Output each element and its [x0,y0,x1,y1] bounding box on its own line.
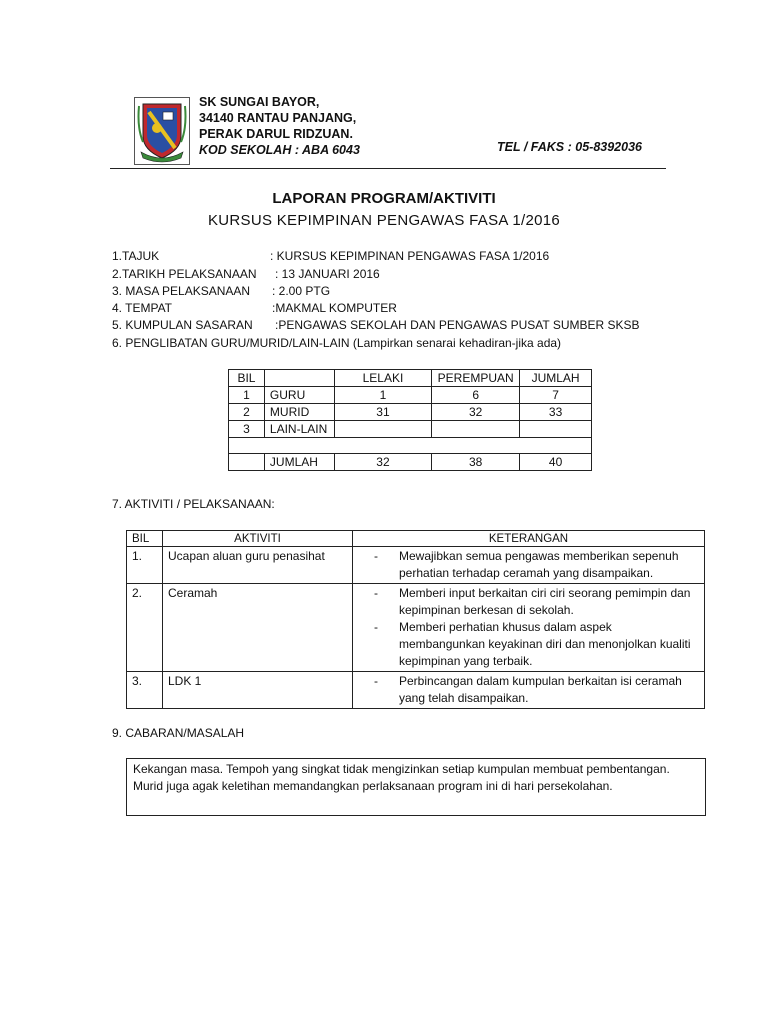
cell-perempuan: 6 [432,387,520,404]
cell-keterangan [353,547,705,584]
bullet-text: Perbincangan dalam kumpulan berkaitan isi ceramah yang telah disampaikan. [399,674,682,705]
school-info [199,94,360,158]
cell-perempuan: 38 [432,454,520,471]
dash-bullet: - [374,586,378,600]
cell-bil: 2 [229,404,265,421]
header-perempuan: PEREMPUAN [432,370,520,387]
cell-category: MURID [264,404,334,421]
cell-bil: 1. [127,547,163,584]
dash-bullet: - [374,674,378,688]
cell-bil: 1 [229,387,265,404]
report-title: LAPORAN PROGRAM/AKTIVITI [272,190,496,207]
header-lelaki: LELAKI [334,370,431,387]
list-item [353,585,699,619]
table-row [127,584,705,672]
bullet-text: Memberi perhatian khusus dalam aspek membangunkan keyakinan diri dan menonjolkan kualiti kepimpinan yang terbaik. [399,620,691,668]
info-value: : 2.00 PTG [272,284,331,298]
header-jumlah: JUMLAH [520,370,592,387]
spacer-cell [229,438,592,454]
table-row [229,387,592,404]
info-label: 1.TAJUK [112,249,160,263]
participation-table [228,369,592,471]
info-value: : KURSUS KEPIMPINAN PENGAWAS FASA 1/2016 [270,249,550,263]
cell-category: GURU [264,387,334,404]
table-spacer-row [229,438,592,454]
cell-jumlah [520,421,592,438]
table-row [229,421,592,438]
header-keterangan: KETERANGAN [353,531,705,547]
header-bil: BIL [127,531,163,547]
info-value: :PENGAWAS SEKOLAH DAN PENGAWAS PUSAT SUMBER SKSB [275,318,640,332]
address-line-2: PERAK DARUL RIDZUAN. [199,127,353,141]
info-label: 3. MASA PELAKSANAAN [112,284,251,298]
list-item [353,673,699,707]
cell-perempuan: 32 [432,404,520,421]
cell-aktiviti: Ucapan aluan guru penasihat [163,547,353,584]
section-6-heading: 6. PENGLIBATAN GURU/MURID/LAIN-LAIN (Lampirkan senarai kehadiran-jika ada) [112,336,562,350]
section-9-heading: 9. CABARAN/MASALAH [112,726,245,740]
cell-lelaki: 32 [334,454,431,471]
cell-lelaki: 31 [334,404,431,421]
cell-lelaki [334,421,431,438]
cell-bil: 2. [127,584,163,672]
info-label: 5. KUMPULAN SASARAN [112,318,253,332]
info-value: : 13 JANUARI 2016 [275,267,380,281]
cell-perempuan [432,421,520,438]
info-label: 2.TARIKH PELAKSANAAN [112,267,257,281]
dash-bullet: - [374,549,378,563]
section-7-heading: 7. AKTIVITI / PELAKSANAAN: [112,497,275,511]
report-subtitle: KURSUS KEPIMPINAN PENGAWAS FASA 1/2016 [207,212,561,229]
cell-aktiviti: Ceramah [163,584,353,672]
info-value: :MAKMAL KOMPUTER [272,301,397,315]
header-aktiviti: AKTIVITI [163,531,353,547]
cell-jumlah: 40 [520,454,592,471]
address-line-1: 34140 RANTAU PANJANG, [199,111,357,125]
table-row [229,404,592,421]
bullet-text: Mewajibkan semua pengawas memberikan sepenuh perhatian terhadap ceramah yang disampaikan. [399,549,679,580]
tel-fax: TEL / FAKS : 05-8392036 [497,140,642,154]
cell-category: LAIN-LAIN [264,421,334,438]
table-row [127,547,705,584]
school-code: KOD SEKOLAH : ABA 6043 [199,143,360,157]
list-item [353,548,699,582]
school-logo [134,97,190,165]
cell-jumlah: 33 [520,404,592,421]
cell-bil: 3 [229,421,265,438]
cell-lelaki: 1 [334,387,431,404]
cell-keterangan [353,672,705,709]
table-total-row [229,454,592,471]
dash-bullet: - [374,620,378,634]
header-category [264,370,334,387]
cell-bil [229,454,265,471]
info-label: 4. TEMPAT [112,301,173,315]
activity-table [126,530,705,709]
table-header-row [229,370,592,387]
list-item [353,619,699,670]
table-header-row [127,531,705,547]
challenge-box: Kekangan masa. Tempoh yang singkat tidak mengizinkan setiap kumpulan membuat pembentangan. Murid juga agak keletihan memandangkan perlaksanaan program ini di hari persekolahan. [126,758,706,816]
bullet-text: Memberi input berkaitan ciri ciri seorang pemimpin dan kepimpinan berkesan di sekolah. [399,586,691,617]
header-divider [110,168,666,169]
header-bil: BIL [229,370,265,387]
cell-category: JUMLAH [264,454,334,471]
table-row [127,672,705,709]
school-crest-icon [135,98,189,164]
school-name: SK SUNGAI BAYOR, [199,95,320,109]
cell-keterangan [353,584,705,672]
cell-jumlah: 7 [520,387,592,404]
cell-aktiviti: LDK 1 [163,672,353,709]
cell-bil: 3. [127,672,163,709]
